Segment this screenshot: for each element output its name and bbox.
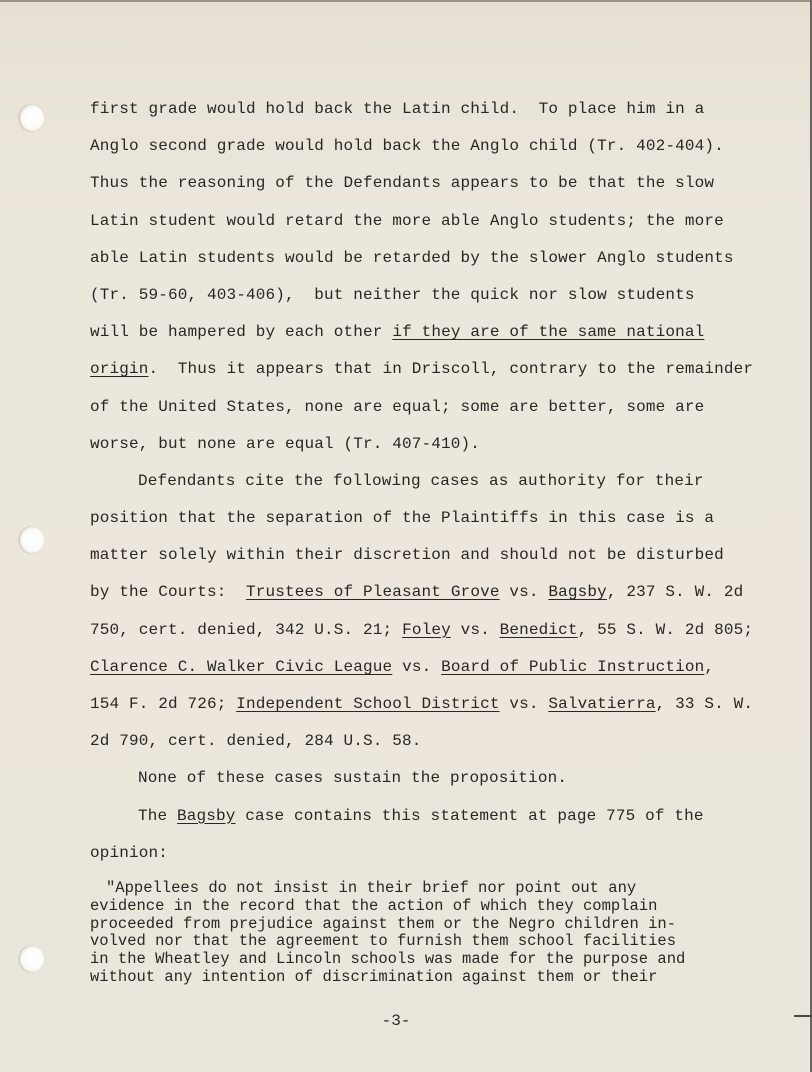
case-name: Benedict (499, 620, 578, 639)
text-segment: 750, cert. denied, 342 U.S. 21; (90, 620, 403, 639)
text-segment: vs. (499, 695, 549, 713)
quote-line: proceeded from prejudice against them or the Negro children in- (90, 914, 676, 933)
quote-line: without any intention of discrimination against them or their (90, 967, 658, 986)
text-line: (Tr. 59-60, 403-406), but neither the quick nor slow students (90, 285, 695, 304)
punch-hole-top (20, 105, 44, 131)
text-line: Latin student would retard the more able Anglo students; the more (90, 211, 724, 230)
text-line: Defendants cite the following cases as authority for their (138, 471, 704, 490)
case-name: Salvatierra (548, 695, 656, 713)
underlined-phrase: if they are of the same national (392, 323, 705, 342)
text-line: Anglo second grade would hold back the Anglo child (Tr. 402-404). (90, 137, 724, 156)
text-segment: The (138, 806, 178, 825)
text-segment: . Thus it appears that in Driscoll, contrary to the remainder (148, 360, 754, 379)
block-quote (90, 880, 790, 987)
text-line: position that the separation of the Plaintiffs in this case is a (90, 509, 715, 528)
quote-line: "Appellees do not insist in their brief nor point out any (106, 879, 637, 897)
quote-line: evidence in the record that the action of which they complain (90, 896, 658, 915)
text-line: None of these cases sustain the proposition. (138, 769, 568, 788)
punch-hole-middle (20, 527, 44, 553)
text-line: able Latin students would be retarded by the slower Anglo students (90, 248, 734, 267)
text-segment: , (704, 657, 715, 676)
text-line (90, 314, 790, 351)
edge-mark (794, 1015, 812, 1017)
scan-top-edge (0, 0, 812, 2)
text-segment: by the Courts: (90, 583, 247, 602)
punch-hole-bottom (20, 946, 44, 972)
text-line: matter solely within their discretion and should not be disturbed (90, 546, 724, 565)
text-segment: vs. (499, 583, 549, 602)
text-line (90, 649, 790, 686)
text-line (90, 574, 790, 611)
text-line: of the United States, none are equal; some are better, some are (90, 397, 705, 416)
page-number: -3- (381, 1012, 411, 1030)
text-segment: vs. (392, 657, 442, 676)
case-name: Trustees of Pleasant Grove (246, 583, 500, 602)
case-name: Clarence C. Walker Civic League (90, 657, 393, 676)
text-line: worse, but none are equal (Tr. 407-410). (90, 434, 481, 453)
case-name: Independent School District (236, 695, 500, 713)
text-line (90, 612, 790, 649)
case-name: Bagsby (177, 806, 236, 825)
text-line: first grade would hold back the Latin child. To place him in a (90, 100, 705, 118)
text-segment: , 55 S. W. 2d 805; (577, 620, 754, 639)
case-name: Foley (402, 620, 451, 639)
quote-line: in the Wheatley and Lincoln schools was made for the purpose and (90, 950, 686, 969)
text-line: opinion: (90, 843, 169, 862)
text-line (90, 686, 790, 723)
text-line (90, 798, 790, 835)
quote-line: volved nor that the agreement to furnish them school facilities (90, 932, 676, 951)
text-segment: case contains this statement at page 775 of the (235, 806, 704, 825)
text-segment: vs. (450, 620, 500, 639)
text-line (90, 351, 790, 388)
case-name: Board of Public Instruction (441, 657, 705, 676)
text-line: Thus the reasoning of the Defendants appears to be that the slow (90, 174, 715, 193)
text-segment: , 33 S. W. (655, 695, 754, 713)
text-segment: 154 F. 2d 726; (90, 695, 237, 713)
underlined-phrase: origin (90, 360, 149, 379)
text-segment: will be hampered by each other (90, 323, 393, 342)
text-line: 2d 790, cert. denied, 284 U.S. 58. (90, 732, 422, 751)
body-text (90, 91, 790, 872)
text-segment: , 237 S. W. 2d (606, 583, 744, 602)
case-name: Bagsby (548, 583, 607, 602)
